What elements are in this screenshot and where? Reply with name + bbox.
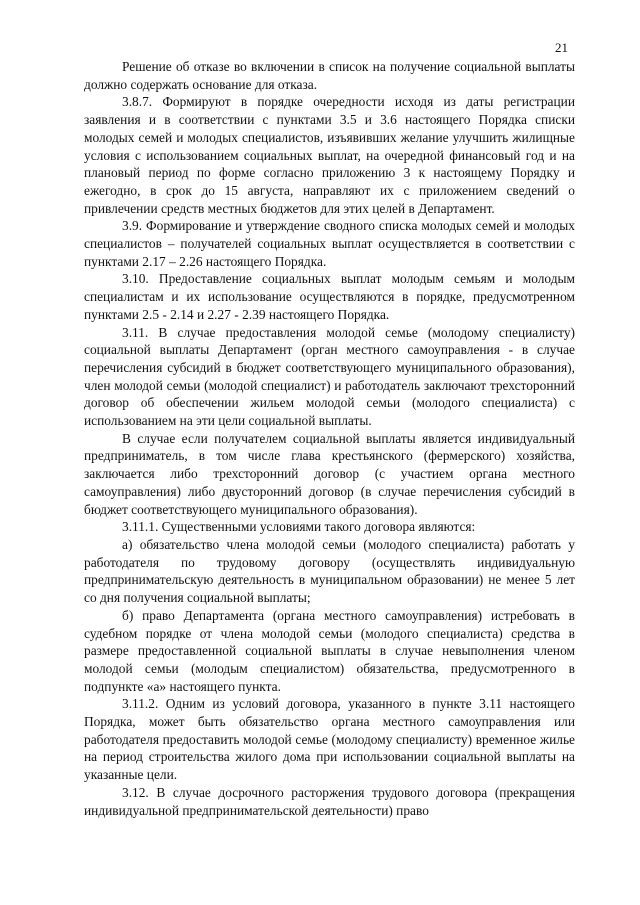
paragraph-3-8-7: 3.8.7. Формируют в порядке очередности исходя из даты регистрации заявления и в соответствии с пунктами 3.5 и 3.6 настоящего Порядка списки молодых семей и молодых специалистов, изъявивших желание улучшить жилищные условия с использованием социальных выплат, на очередной финансовый год и на плановый период по форме согласно приложению 3 к настоящему Порядку и ежегодно, в срок до 15 августа, направляют их с приложением сведений о привлечении средств местных бюджетов для этих целей в Департамент. xyxy=(84,94,575,216)
page-number: 21 xyxy=(555,40,568,55)
paragraph-decision-refusal: Решение об отказе во включении в список на получение социальной выплаты должно содержать основание для отказа. xyxy=(84,59,575,92)
paragraph-3-11-entrepreneur: В случае если получателем социальной выплаты является индивидуальный предприниматель, в том числе глава крестьянского (фермерского) хозяйства, заключается либо трехсторонний договор (с участием органа местного самоуправления) либо двусторонний договор (в случае перечисления субсидий в бюджет соответствующего муниципального образования). xyxy=(84,430,575,517)
paragraph-3-10: 3.10. Предоставление социальных выплат молодым семьям и молодым специалистам и их использование осуществляются в порядке, предусмотренном пунктами 2.5 - 2.14 и 2.27 - 2.39 настоящего Порядка. xyxy=(84,271,575,322)
paragraph-3-11-1-a: а) обязательство члена молодой семьи (молодого специалиста) работать у работодателя по трудовому договору (осуществлять индивидуальную предпринимательскую деятельность в муниципальном образовании) не менее 5 лет со дня получения социальной выплаты; xyxy=(84,536,575,606)
paragraph-3-11-1: 3.11.1. Существенными условиями такого договора являются: xyxy=(122,519,476,535)
paragraph-3-11: 3.11. В случае предоставления молодой семье (молодому специалисту) социальной выплаты Департамент (орган местного самоуправления - в случае перечисления субсидий в бюджет соответствующего муниципального образования), член молодой семьи (молодой специалист) и работодатель заключают трехсторонний договор об обеспечении жильем молодой семьи (молодого специалиста) с использованием на эти цели социальной выплаты. xyxy=(84,324,575,429)
paragraph-3-12: 3.12. В случае досрочного расторжения трудового договора (прекращения индивидуальной предпринимательской деятельности) право xyxy=(84,784,575,818)
paragraph-3-11-1-b: б) право Департамента (органа местного самоуправления) истребовать в судебном порядке от члена молодой семьи (молодого специалиста) средства в размере предоставленной социальной выплаты в случае невыполнения членом молодой семьи (молодым специалистом) обязательства, предусмотренного в подпункте «а» настоящего пункта. xyxy=(84,607,575,694)
paragraph-3-11-2: 3.11.2. Одним из условий договора, указанного в пункте 3.11 настоящего Порядка, может быть обязательство органа местного самоуправления или работодателя предоставить молодой семье (молодому специалисту) временное жилье на период строительства жилого дома при использовании социальной выплаты на указанные цели. xyxy=(84,696,575,783)
paragraph-3-9: 3.9. Формирование и утверждение сводного списка молодых семей и молодых специалистов – получателей социальных выплат осуществляется в соответствии с пунктами 2.17 – 2.26 настоящего Порядка. xyxy=(84,218,575,269)
document-body xyxy=(84,58,575,819)
